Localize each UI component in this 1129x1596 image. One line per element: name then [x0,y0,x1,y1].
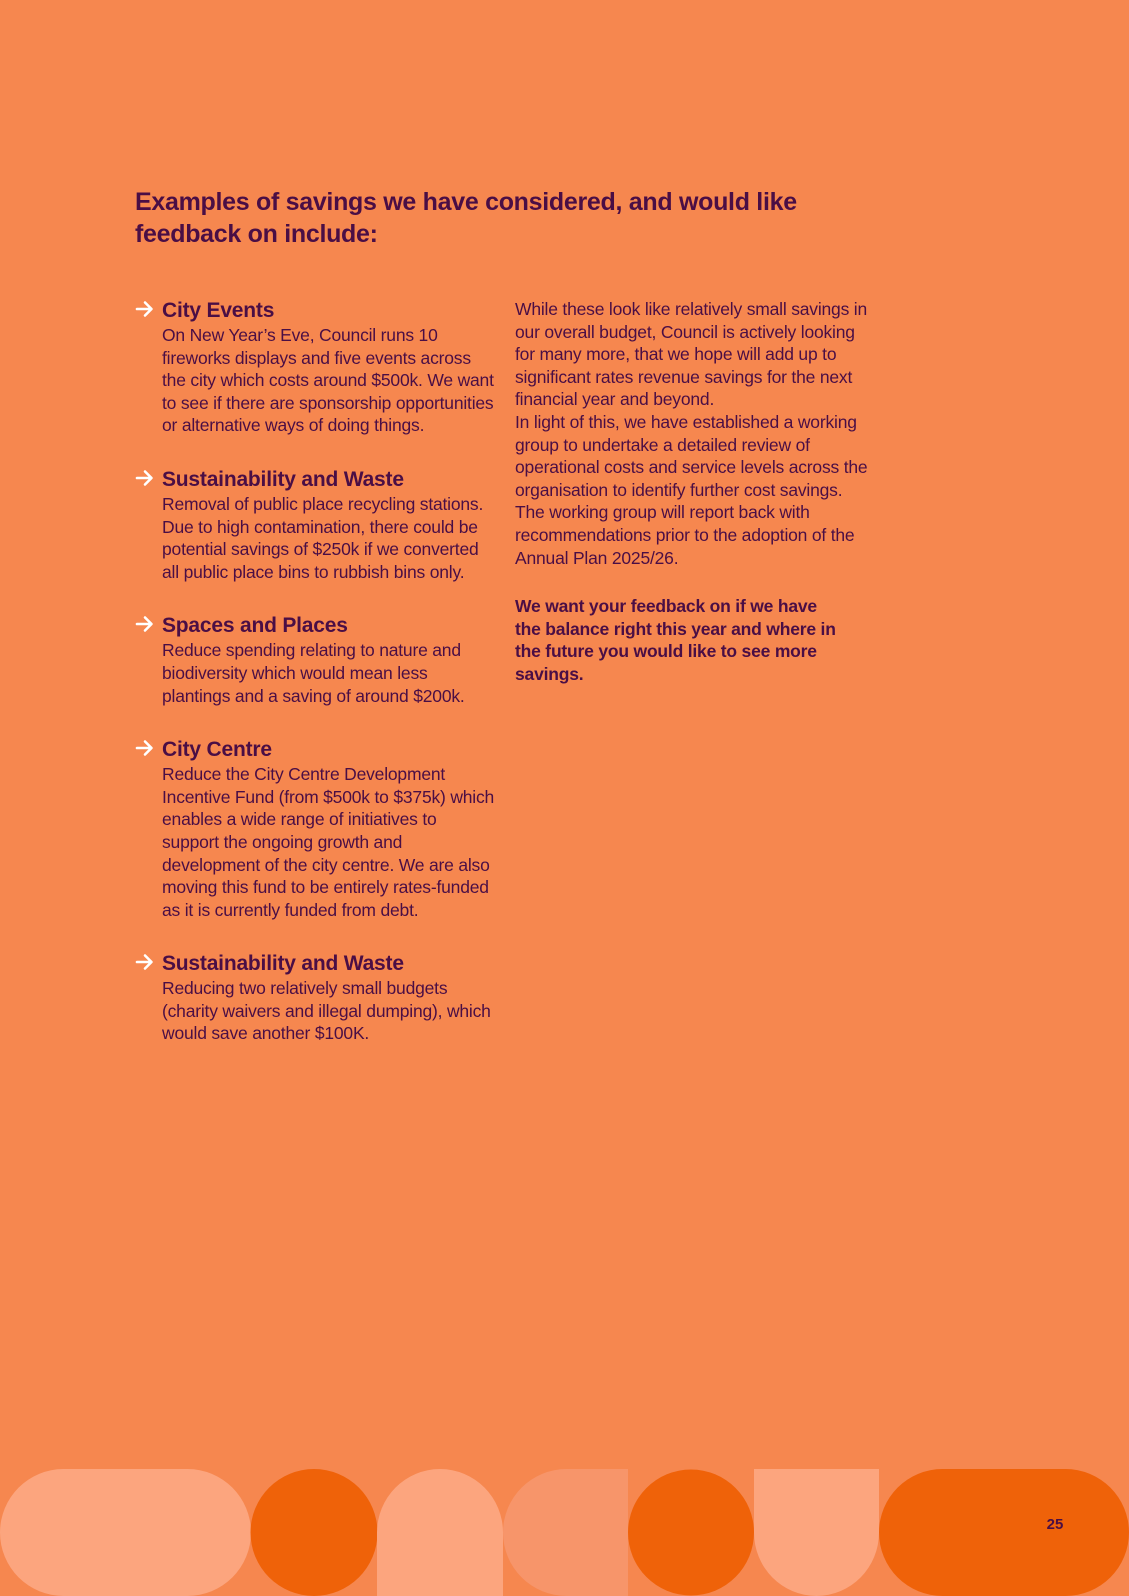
item-body: On New Year’s Eve, Council runs 10 fireworks displays and five events across the city which costs around $500k. We want to see if there are sponsorship opportunities or alternative ways of doing things. [162,325,494,436]
list-item [135,613,495,707]
page-heading: Examples of savings we have considered, and would like feedback on include: [135,188,797,248]
arrow-right-icon [135,614,155,634]
item-title: City Events [162,299,275,322]
item-title: Sustainability and Waste [162,952,404,976]
arrow-right-icon [135,299,155,319]
arrow-right-icon [135,952,155,972]
item-title: Spaces and Places [162,614,348,638]
shape-pill-left [0,1469,251,1596]
arrow-right-icon [135,468,155,488]
shape-u [754,1469,879,1596]
item-body: Removal of public place recycling stations. Due to high contamination, there could be potential savings of $250k if we converted all public place bins to rubbish bins only. [162,493,484,582]
list-item [135,737,495,921]
feedback-callout: We want your feedback on if we have the balance right this year and where in the future you would like to see more savings. [515,596,836,684]
shape-quarter-round [503,1469,628,1596]
list-item [135,467,495,583]
decorative-shapes-band [0,1469,1129,1596]
savings-list [135,298,495,1075]
shape-circle [628,1470,754,1596]
shape-arch [377,1469,503,1596]
item-title: City Centre [162,738,272,762]
shape-circle [251,1469,378,1596]
item-title: Sustainability and Waste [162,467,404,491]
item-body: Reduce spending relating to nature and biodiversity which would mean less plantings and a saving of around $200k. [162,640,465,706]
summary-paragraph: While these look like relatively small savings in our overall budget, Council is actively looking for many more, that we hope will add up to significant rates revenue savings for the next financial year and beyond. [515,299,868,410]
item-body: Reducing two relatively small budgets (charity waivers and illegal dumping), which would save another $100K. [162,978,491,1044]
working-group-paragraph: In light of this, we have established a working group to undertake a detailed review of operational costs and service levels across the organisation to identify further cost savings. The working group will report back with recommendations prior to the adoption of the Annual Plan 2025/26. [515,411,868,568]
list-item [135,298,495,437]
item-body: Reduce the City Centre Development Incentive Fund (from $500k to $375k) which enables a wide range of initiatives to support the ongoing growth and development of the city centre. We are also moving this fund to be entirely rates-funded as it is currently funded from debt. [162,764,495,920]
summary-column [515,298,875,686]
page-number: 25 [1046,1516,1064,1533]
shape-pill-right [879,1469,1129,1596]
arrow-right-icon [135,738,155,758]
list-item [135,951,495,1045]
